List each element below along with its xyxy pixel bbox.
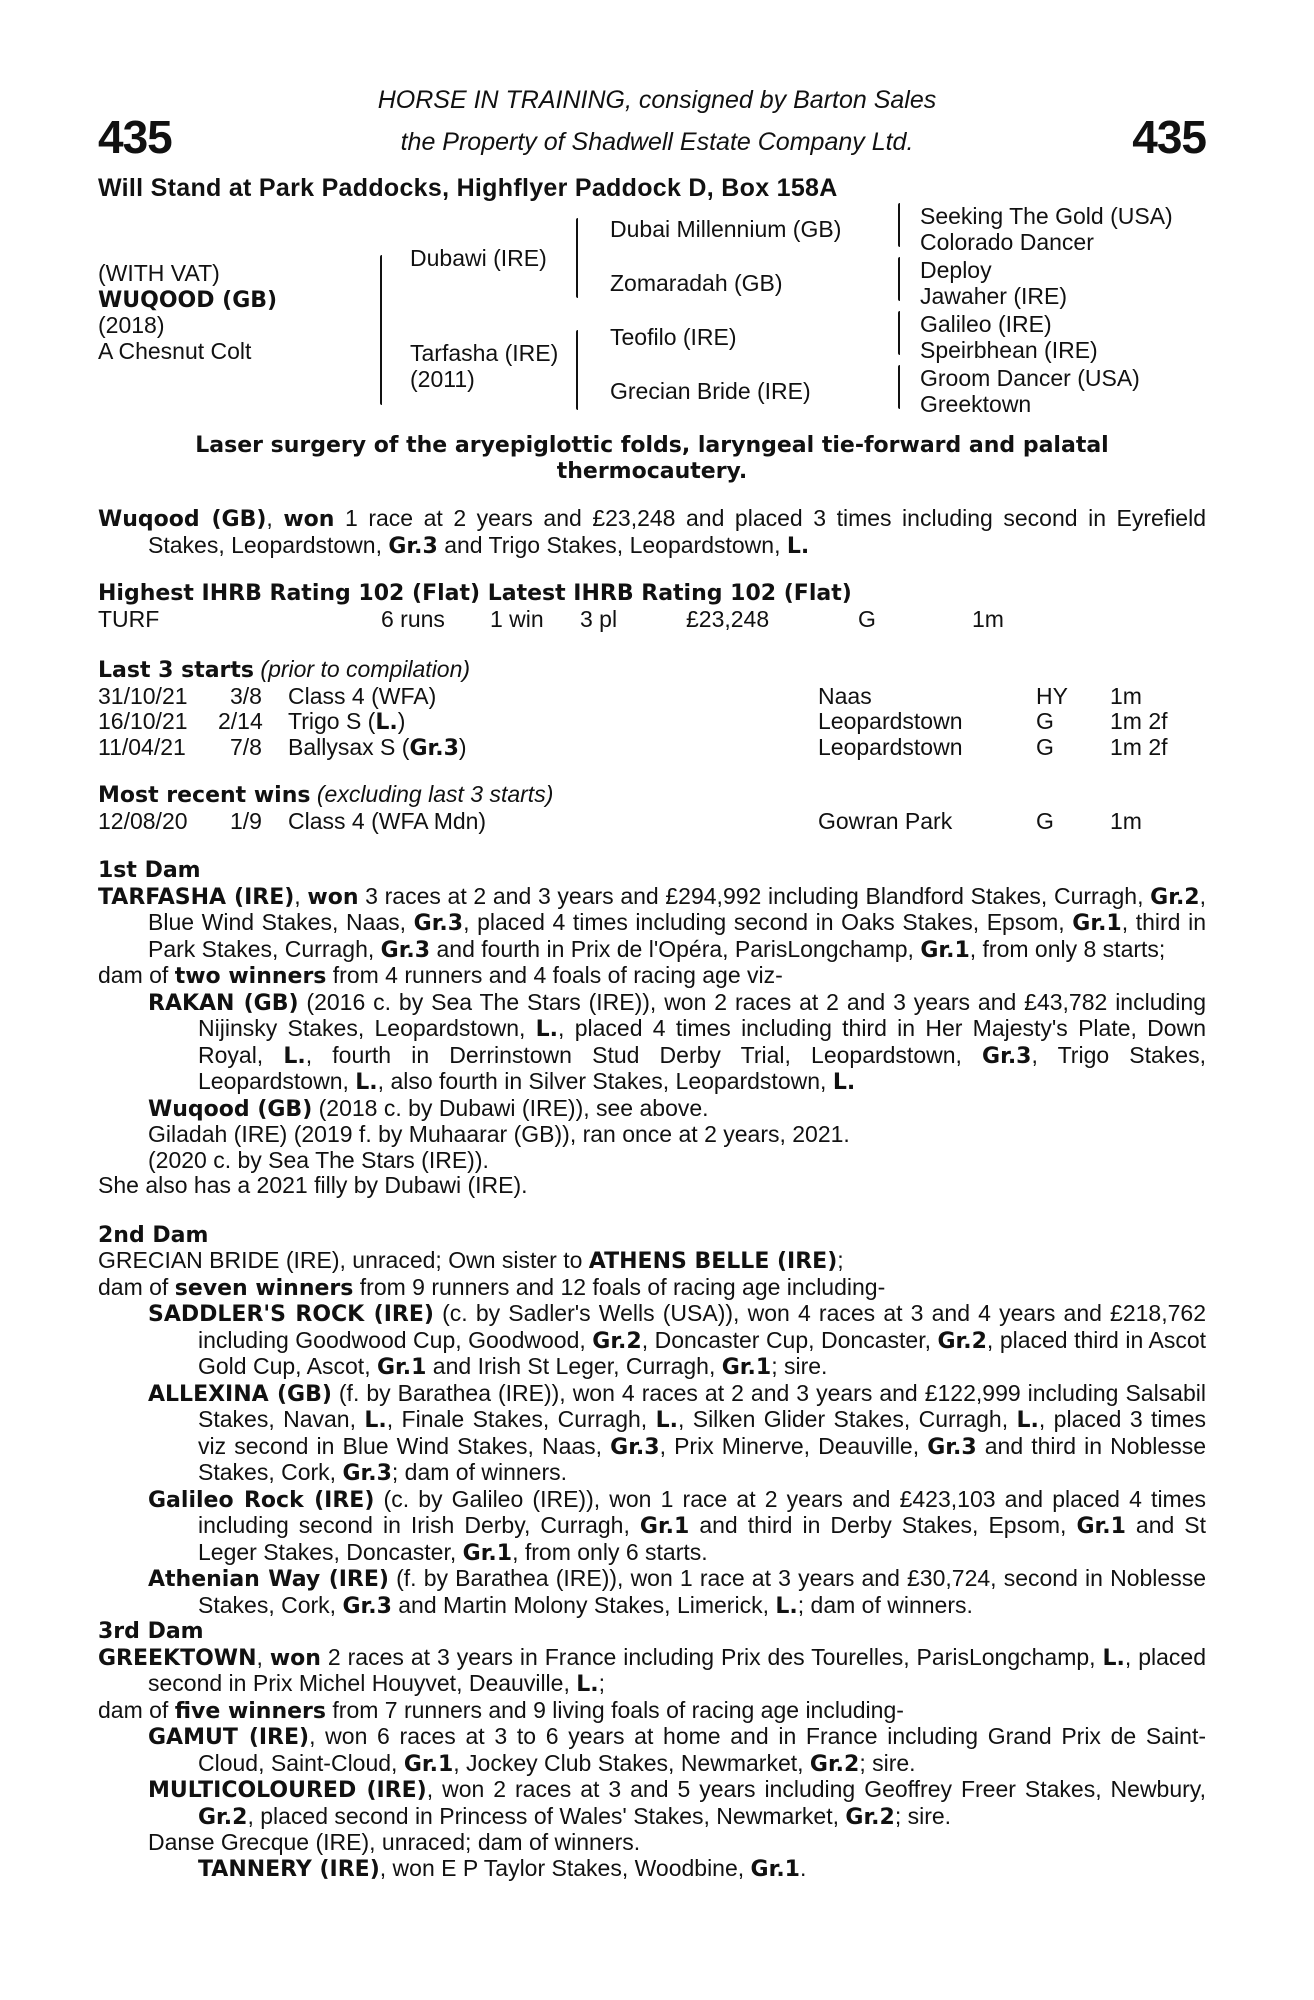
produce-galileo-rock: Galileo Rock (IRE) (c. by Galileo (IRE)), won 1 race at 2 years and £423,103 and placed 4 times including second in Irish Derby, Curragh, Gr.1 and third in Derby Stakes, Epsom, Gr.1 and St Leger Stakes, Doncaster, Gr.1, from only 6 starts. [148, 1485, 1207, 1566]
third-dam-produce: dam of five winners from 7 runners and 9 living foals of racing age including- [98, 1696, 904, 1724]
sire-dam: Zomaradah (GB) [610, 270, 783, 296]
dam-sire: Teofilo (IRE) [610, 324, 737, 350]
start-row: 31/10/21 3/8 Class 4 (WFA) Naas HY 1m [98, 682, 1142, 709]
consignor-line: HORSE IN TRAINING, consigned by Barton Sales [377, 86, 937, 114]
brace-7 [898, 365, 900, 409]
veterinary-note: Laser surgery of the aryepiglottic folds, laryngeal tie-forward and palatal thermocautery. [195, 433, 1109, 484]
dss: Galileo (IRE) [920, 311, 1052, 337]
vat-label: (WITH VAT) [98, 260, 220, 286]
brace-2 [576, 218, 578, 298]
start-row: 16/10/21 2/14 Trigo S (L.) Leopardstown G 1m 2f [98, 708, 1168, 735]
first-dam-produce: dam of two winners from 4 runners and 4 foals of racing age viz- [98, 962, 783, 989]
second-dam-produce: dam of seven winners from 9 runners and 12 foals of racing age including- [98, 1273, 886, 1301]
dam-year: (2011) [410, 366, 475, 392]
produce-rakan: RAKAN (GB) (2016 c. by Sea The Stars (IRE)), won 2 races at 2 and 3 years and £43,782 including Nijinsky Stakes, Leopardstown, L., placed 4 times including third in Her Majesty's Plate, Down Royal, L., fourth in Derrinstown Stud Derby Trial, Leopardstown, Gr.3, Trigo Stakes, Leopardstown, L., also fourth in Silver Stakes, Leopardstown, L. [148, 988, 1206, 1095]
third-dam-record: GREEKTOWN, won 2 races at 3 years in France including Prix des Tourelles, ParisLongchamp, L., placed second in Prix Michel Houyvet, Deauville, L.; [98, 1643, 1207, 1697]
sire-sire: Dubai Millennium (GB) [610, 216, 842, 242]
produce-tannery: TANNERY (IRE), won E P Taylor Stakes, Woodbine, Gr.1. [198, 1854, 807, 1882]
produce-gamut: GAMUT (IRE), won 6 races at 3 to 6 years at home and in France including Grand Prix de Saint-Cloud, Saint-Cloud, Gr.1, Jockey Club Stakes, Newmarket, Gr.2; sire. [148, 1723, 1206, 1777]
second-dam-heading: 2nd Dam [98, 1222, 209, 1248]
rating-heading: Highest IHRB Rating 102 (Flat) Latest IHRB Rating 102 (Flat) [98, 581, 852, 606]
produce-danse-grecque: Danse Grecque (IRE), unraced; dam of winners. [148, 1829, 641, 1855]
brace-4 [898, 203, 900, 247]
catalogue-body [98, 433, 1206, 1882]
pedigree-table [98, 200, 1208, 425]
produce-athenian-way: Athenian Way (IRE) (f. by Barathea (IRE)), won 1 race at 3 years and £30,724, second in Noblesse Stakes, Cork, Gr.3 and Martin Molony Stakes, Limerick, L.; dam of winners. [148, 1565, 1206, 1619]
produce-wuqood: Wuqood (GB) (2018 c. by Dubawi (IRE)), see above. [148, 1094, 709, 1122]
horse-year: (2018) [98, 312, 165, 338]
horse-description: A Chesnut Colt [98, 338, 252, 364]
horse-summary: Wuqood (GB), won 1 race at 2 years and £23,248 and placed 3 times including second in Eyrefield Stakes, Leopardstown, Gr.3 and Trigo Stakes, Leopardstown, L. [98, 505, 1207, 559]
second-dam-record: GRECIAN BRIDE (IRE), unraced; Own sister to ATHENS BELLE (IRE); [98, 1247, 844, 1274]
recent-heading: Most recent wins (excluding last 3 starts) [98, 781, 554, 808]
start-row: 11/04/21 7/8 Ballysax S (Gr.3) Leopardstown G 1m 2f [98, 733, 1168, 761]
produce-giladah: Giladah (IRE) (2019 f. by Muhaarar (GB)), ran once at 2 years, 2021. [148, 1121, 850, 1147]
produce-2020: (2020 c. by Sea The Stars (IRE)). [148, 1146, 489, 1173]
produce-allexina: ALLEXINA (GB) (f. by Barathea (IRE)), won 4 races at 2 and 3 years and £122,999 including Salsabil Stakes, Navan, L., Finale Stakes, Curragh, L., Silken Glider Stakes, Curragh, L., placed 3 times viz second in Blue Wind Stakes, Naas, Gr.3, Prix Minerve, Deauville, Gr.3 and third in Noblesse Stakes, Cork, Gr.3; dam of winners. [148, 1379, 1206, 1486]
horse-name: WUQOOD (GB) [98, 288, 278, 313]
brace-3 [576, 330, 578, 410]
produce-2021: She also has a 2021 filly by Dubawi (IRE). [98, 1172, 528, 1198]
ddd: Greektown [920, 391, 1032, 417]
sds: Deploy [920, 257, 992, 283]
dam-dam: Grecian Bride (IRE) [610, 378, 811, 404]
first-dam-record: TARFASHA (IRE), won 3 races at 2 and 3 years and £294,992 including Blandford Stakes, Curragh, Gr.2, Blue Wind Stakes, Naas, Gr.3, placed 4 times including second in Oaks Stakes, Epsom, Gr.1, third in Park Stakes, Curragh, Gr.3 and fourth in Prix de l'Opéra, ParisLongchamp, Gr.1, from only 8 starts; [98, 882, 1206, 963]
produce-multicoloured: MULTICOLOURED (IRE), won 2 races at 3 and 5 years including Geoffrey Freer Stakes, Newbury, Gr.2, placed second in Princess of Wales' Stakes, Newmarket, Gr.2; sire. [148, 1776, 1206, 1830]
sss: Seeking The Gold (USA) [920, 203, 1173, 229]
lot-number-right: 435 [1132, 111, 1206, 163]
brace-1 [380, 255, 382, 405]
stand-location: Will Stand at Park Paddocks, Highflyer Paddock D, Box 158A [98, 174, 838, 202]
ssd: Colorado Dancer [920, 229, 1094, 255]
racing-record: TURF 6 runs 1 win 3 pl £23,248 G 1m [98, 605, 1004, 632]
first-dam-heading: 1st Dam [98, 858, 201, 883]
recent-row: 12/08/20 1/9 Class 4 (WFA Mdn) Gowran Park G 1m [98, 807, 1142, 834]
sdd: Jawaher (IRE) [920, 283, 1067, 309]
dds: Groom Dancer (USA) [920, 365, 1140, 391]
produce-saddlers-rock: SADDLER'S ROCK (IRE) (c. by Sadler's Wells (USA)), won 4 races at 3 and 4 years and £218,762 including Goodwood Cup, Goodwood, Gr.2, Doncaster Cup, Doncaster, Gr.2, placed third in Ascot Gold Cup, Ascot, Gr.1 and Irish St Leger, Curragh, Gr.1; sire. [148, 1300, 1206, 1380]
last3-heading: Last 3 starts (prior to compilation) [98, 656, 471, 683]
dam: Tarfasha (IRE) [410, 340, 559, 366]
owner-line: the Property of Shadwell Estate Company Ltd. [400, 128, 914, 156]
third-dam-heading: 3rd Dam [98, 1619, 204, 1644]
lot-number-left: 435 [98, 111, 172, 163]
brace-5 [898, 257, 900, 301]
sire: Dubawi (IRE) [410, 245, 547, 271]
brace-6 [898, 311, 900, 355]
dsd: Speirbhean (IRE) [920, 337, 1098, 363]
